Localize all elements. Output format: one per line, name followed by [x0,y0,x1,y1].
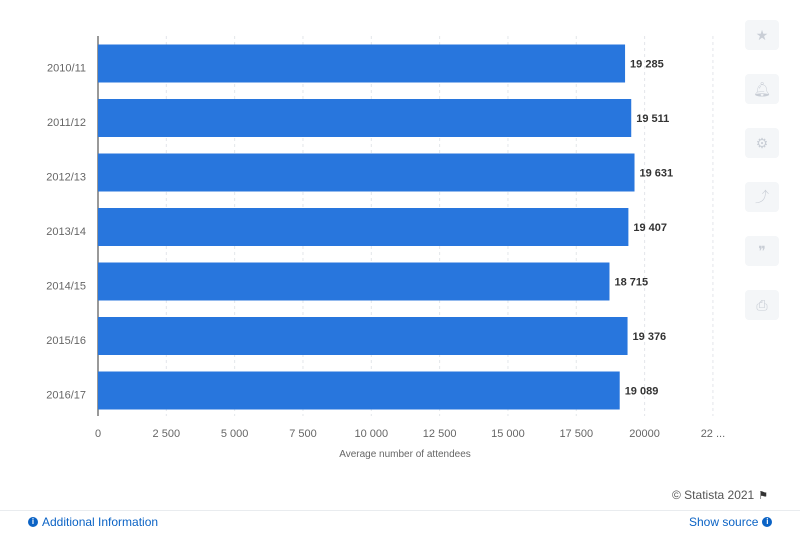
category-label: 2012/13 [46,171,86,184]
gear-icon[interactable]: ⚙ [745,128,779,158]
x-tick-label: 22 ... [700,428,726,440]
data-label: 19 511 [636,113,670,125]
bar[interactable] [98,99,631,137]
category-label: 2011/12 [47,117,86,129]
category-label: 2016/17 [46,389,86,402]
additional-info-label: Additional Information [42,515,159,529]
data-label: 19 407 [633,222,668,234]
x-tick-label: 7 500 [289,428,317,440]
bar[interactable] [98,372,620,410]
x-tick-label: 5 000 [220,428,249,440]
x-tick-label: 12 500 [422,428,457,440]
x-tick-label: 17 500 [559,428,594,440]
info-icon: i [28,517,38,527]
bar[interactable] [98,154,635,192]
x-tick-label: 2 500 [152,428,181,440]
statista-credits[interactable] [672,488,768,502]
bars [98,45,673,410]
category-label: 2014/15 [46,280,86,293]
star-icon[interactable]: ★ [745,20,779,50]
bar[interactable] [98,317,628,355]
bell-icon[interactable]: 🔔︎ [745,74,779,104]
data-label: 18 715 [614,276,649,289]
category-label: 2010/11 [47,62,86,75]
additional-info-link[interactable] [28,515,158,529]
x-tick-label: 0 [94,428,102,440]
quote-icon[interactable]: ❞ [745,236,779,266]
x-tick-label: 20000 [629,428,660,440]
bar[interactable] [98,208,628,246]
show-source-link[interactable] [689,515,772,529]
x-tick-label: 15 000 [491,428,525,440]
show-source-label: Show source [689,515,759,529]
data-label: 19 631 [639,167,674,180]
print-icon[interactable]: ⎙ [745,290,779,320]
bar[interactable] [98,45,625,83]
data-label: 19 285 [630,58,664,71]
info-icon: i [762,517,772,527]
chart-footer [0,510,800,558]
data-label: 19 089 [624,385,659,398]
category-label: 2015/16 [46,335,86,347]
side-toolbar [745,20,781,344]
data-label: 19 376 [632,331,667,343]
share-icon[interactable]: ⤴ [745,182,779,212]
credits-text: © Statista 2021 [672,488,755,502]
category-label: 2013/14 [46,226,86,238]
x-tick-label: 10 000 [354,428,389,440]
flag-icon[interactable]: ⚑ [758,489,769,502]
bar[interactable] [98,263,609,301]
x-axis-title: Average number of attendees [339,449,471,460]
